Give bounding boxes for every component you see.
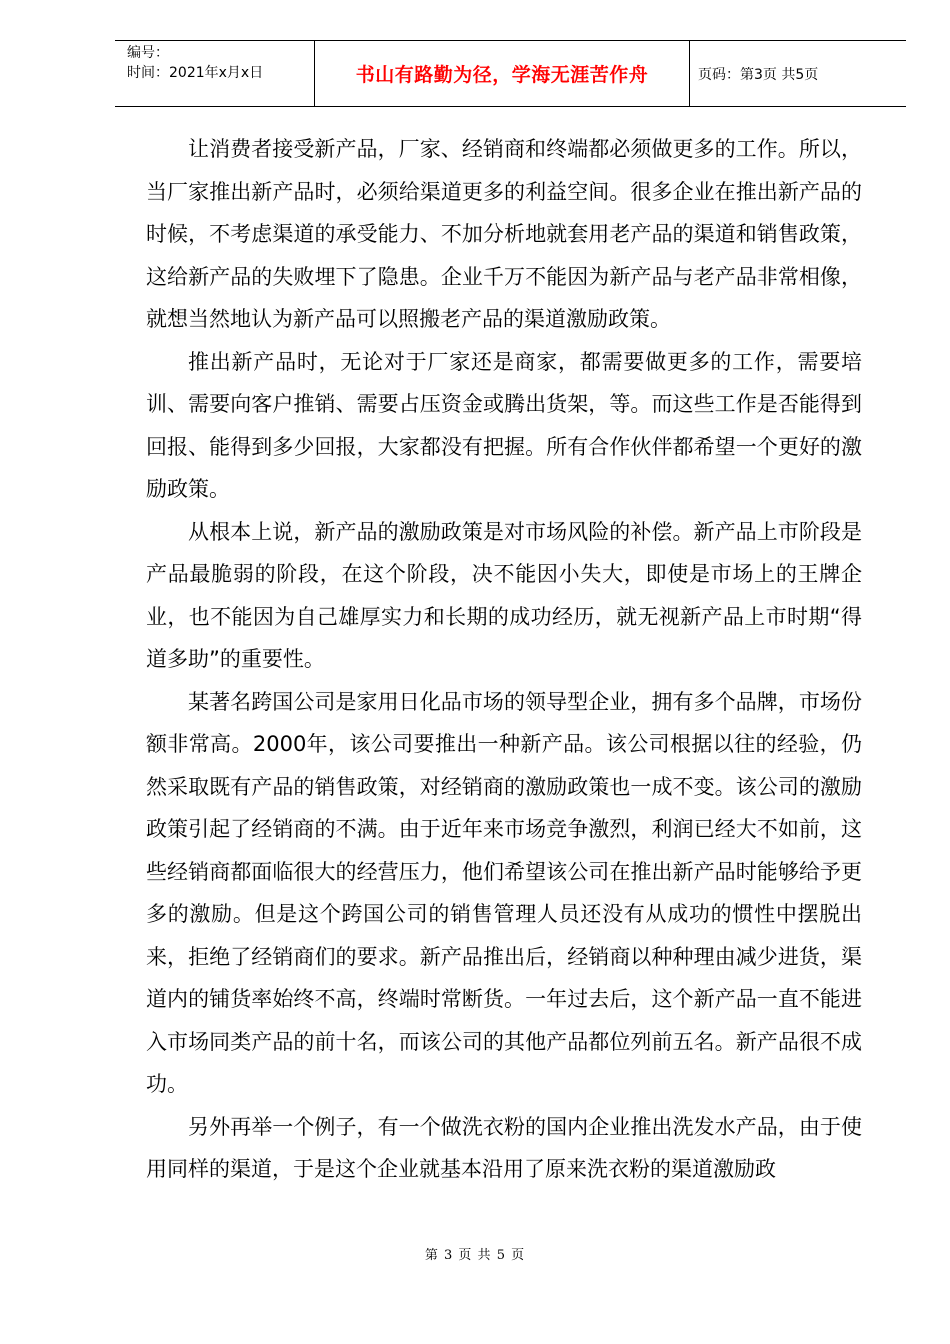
paragraph: 从根本上说，新产品的激励政策是对市场风险的补偿。新产品上市阶段是产品最脆弱的阶段，在这个阶段，决不能因小失大，即使是市场上的王牌企业，也不能因为自己雄厚实力和长期的成功经历，就无视新产品上市时期“得道多助”的重要性。 — [146, 519, 862, 671]
document-header — [115, 40, 906, 107]
header-meta — [115, 41, 315, 106]
header-motto: 书山有路勤为径，学海无涯苦作舟 — [315, 41, 690, 106]
time-label: 时间：2021年x月x日 — [127, 65, 264, 81]
paragraph: 推出新产品时，无论对于厂家还是商家，都需要做更多的工作，需要培训、需要向客户推销、需要占压资金或腾出货架，等。而这些工作是否能得到回报、能得到多少回报，大家都没有把握。所有合作伙伴都希望一个更好的激励政策。 — [146, 349, 862, 501]
document-body — [146, 128, 862, 1191]
page-footer: 第 3 页 共 5 页 — [424, 1248, 526, 1263]
header-page-info: 页码：第3页 共5页 — [698, 66, 819, 83]
paragraph: 另外再举一个例子，有一个做洗衣粉的国内企业推出洗发水产品，由于使用同样的渠道，于是这个企业就基本沿用了原来洗衣粉的渠道激励政 — [146, 1114, 862, 1181]
paragraph: 让消费者接受新产品，厂家、经销商和终端都必须做更多的工作。所以，当厂家推出新产品时，必须给渠道更多的利益空间。很多企业在推出新产品的时候，不考虑渠道的承受能力、不加分析地就套用老产品的渠道和销售政策，这给新产品的失败埋下了隐患。企业千万不能因为新产品与老产品非常相像，就想当然地认为新产品可以照搬老产品的渠道激励政策。 — [146, 137, 862, 331]
number-label: 编号： — [127, 45, 169, 61]
paragraph: 某著名跨国公司是家用日化品市场的领导型企业，拥有多个品牌，市场份额非常高。2000年，该公司要推出一种新产品。该公司根据以往的经验，仍然采取既有产品的销售政策，对经销商的激励政策也一成不变。该公司的激励政策引起了经销商的不满。由于近年来市场竞争激烈，利润已经大不如前，这些经销商都面临很大的经营压力，他们希望该公司在推出新产品时能够给予更多的激励。但是这个跨国公司的销售管理人员还没有从成功的惯性中摆脱出来，拒绝了经销商们的要求。新产品推出后，经销商以种种理由减少进货，渠道内的铺货率始终不高，终端时常断货。一年过去后，这个新产品一直不能进入市场同类产品的前十名，而该公司的其他产品都位列前五名。新产品很不成功。 — [146, 689, 862, 1096]
